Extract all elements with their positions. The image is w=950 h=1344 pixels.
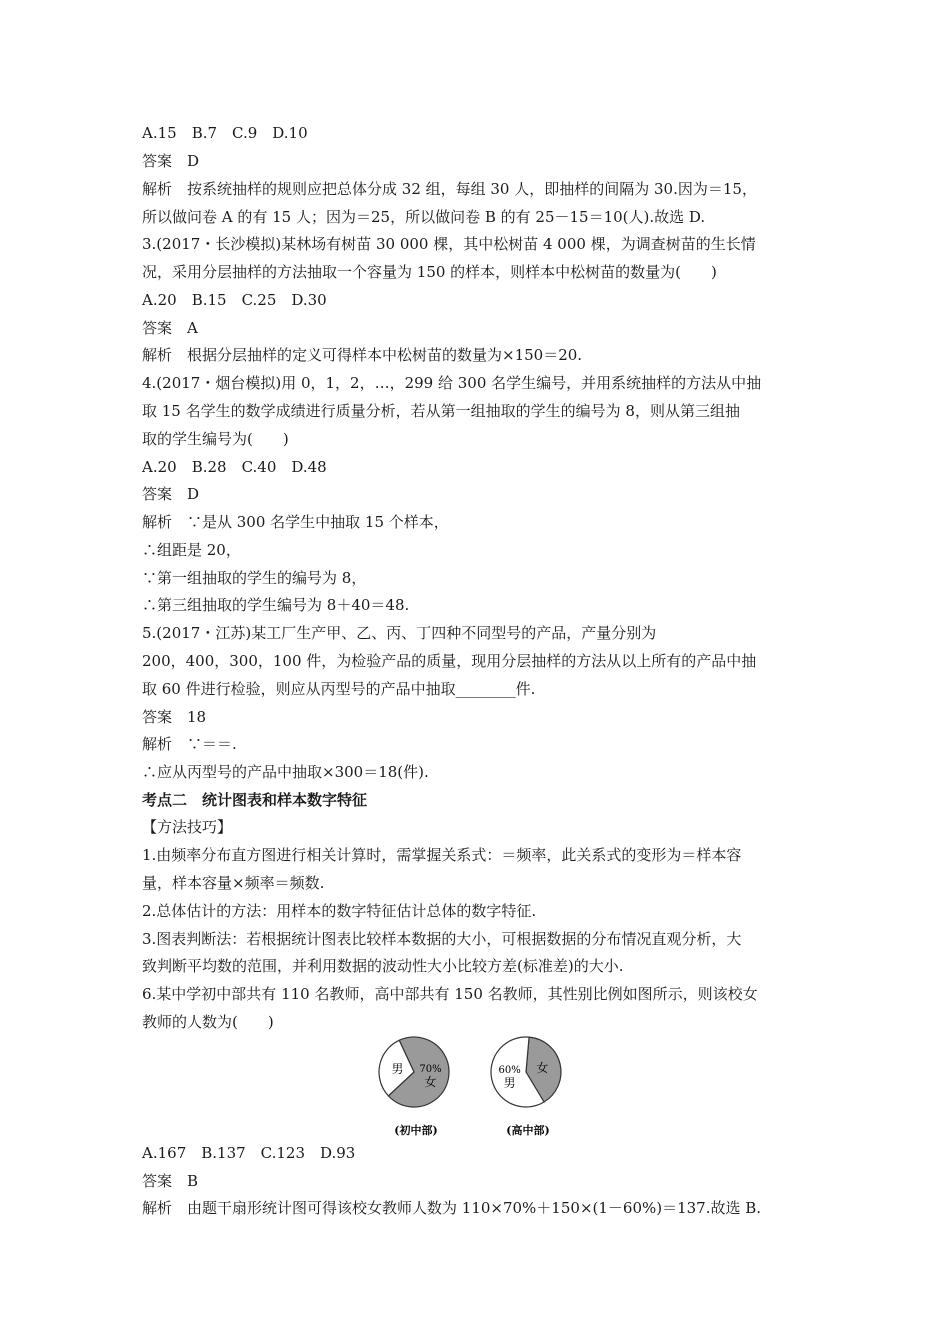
question-5-line: 取 60 件进行检验，则应从丙型号的产品中抽取________件. [142,680,536,698]
answer-line: 答案 A [142,319,198,337]
question-4-line: 取的学生编号为( ) [142,430,289,448]
question-5-line: 200，400，300，100 件，为检验产品的质量，现用分层抽样的方法从以上所有的产品中抽 [142,652,757,670]
slice-label: 男 [503,1075,516,1090]
question-5-line: 5.(2017・江苏)某工厂生产甲、乙、丙、丁四种不同型号的产品，产量分别为 [142,624,657,642]
question-6-line: 6.某中学初中部共有 110 名教师，高中部共有 150 名教师，其性别比例如图所示，则该校女 [142,985,758,1003]
analysis-line: ∴第三组抽取的学生编号为 8＋40＝48. [142,596,410,614]
method-line: 3.图表判断法：若根据统计图表比较样本数据的大小，可根据数据的分布情况直观分析，大 [142,930,742,948]
options-line: A.167 B.137 C.123 D.93 [142,1144,356,1162]
pie-charts [376,1034,576,1140]
analysis-line: 解析 由题干扇形统计图可得该校女教师人数为 110×70%＋150×(1－60%)＝137.故选 B. [142,1199,762,1217]
slice-label: 女 [536,1061,549,1076]
method-line: 2.总体估计的方法：用样本的数字特征估计总体的数字特征. [142,902,537,920]
pie-charts-figure [376,1034,576,1140]
slice-percent-label: 70% [419,1064,442,1076]
analysis-line: ∴应从丙型号的产品中抽取×300＝18(件). [142,763,429,781]
chart-caption: (高中部) [506,1124,550,1137]
chart-caption: (初中部) [394,1124,438,1137]
question-3-line: 况，采用分层抽样的方法抽取一个容量为 150 的样本，则样本中松树苗的数量为( ) [142,263,717,281]
method-line: 致判断平均数的范围，并利用数据的波动性大小比较方差(标准差)的大小. [142,957,624,975]
question-3-line: 3.(2017・长沙模拟)某林场有树苗 30 000 棵，其中松树苗 4 000 棵，为调查树苗的生长情 [142,235,756,253]
options-line: A.15 B.7 C.9 D.10 [142,124,308,142]
method-line: 1.由频率分布直方图进行相关计算时，需掌握关系式：＝频率，此关系式的变形为＝样本容 [142,846,742,864]
method-heading: 【方法技巧】 [142,818,233,836]
answer-line: 答案 18 [142,708,207,726]
section-heading: 考点二 统计图表和样本数字特征 [142,791,368,809]
analysis-line: 解析 根据分层抽样的定义可得样本中松树苗的数量为×150＝20. [142,346,583,364]
question-6-line: 教师的人数为( ) [142,1013,274,1031]
options-line: A.20 B.28 C.40 D.48 [142,458,327,476]
answer-line: 答案 D [142,485,200,503]
analysis-line: 解析 按系统抽样的规则应把总体分成 32 组，每组 30 人，即抽样的间隔为 30.因为＝15， [142,180,757,198]
question-4-line: 取 15 名学生的数学成绩进行质量分析，若从第一组抽取的学生的编号为 8，则从第三组抽 [142,402,740,420]
analysis-line: 解析 ∵＝＝. [142,735,237,753]
method-line: 量，样本容量×频率＝频数. [142,874,325,892]
question-4-line: 4.(2017・烟台模拟)用 0，1，2，…，299 给 300 名学生编号，并用系统抽样的方法从中抽 [142,374,762,392]
slice-label: 女 [424,1075,437,1090]
options-line: A.20 B.15 C.25 D.30 [142,291,327,309]
slice-label: 男 [391,1061,404,1076]
answer-line: 答案 B [142,1172,199,1190]
analysis-line: ∵第一组抽取的学生的编号为 8， [142,569,367,587]
analysis-line: ∴组距是 20， [142,541,241,559]
analysis-line: 所以做问卷 A 的有 15 人；因为＝25，所以做问卷 B 的有 25－15＝10(人).故选 D. [142,208,706,226]
answer-line: 答案 D [142,152,200,170]
slice-percent-label: 60% [498,1064,521,1076]
analysis-line: 解析 ∵是从 300 名学生中抽取 15 个样本， [142,513,449,531]
